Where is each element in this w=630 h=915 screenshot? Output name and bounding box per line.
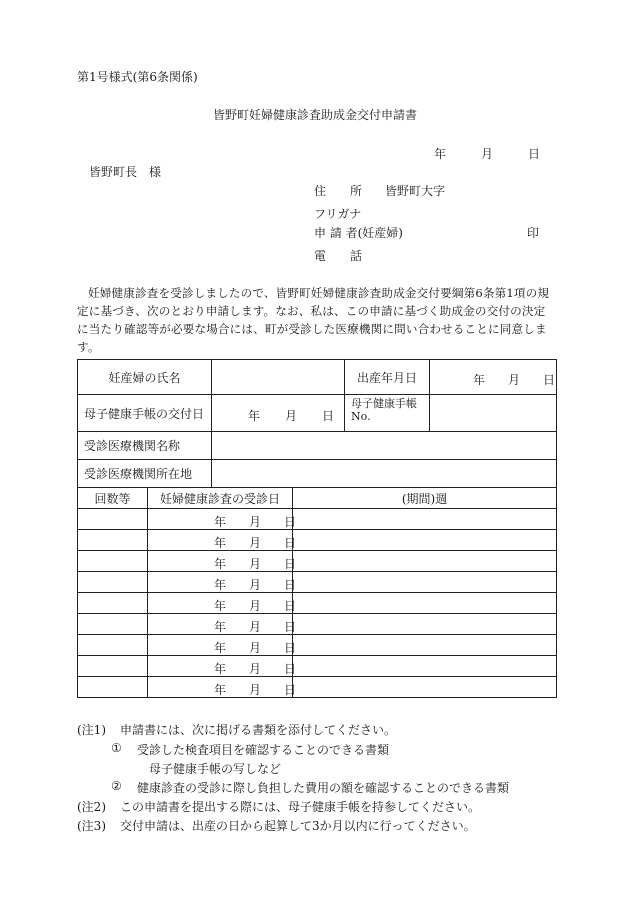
exam-year: 年 [214,662,227,676]
exam-year: 年 [214,515,227,529]
exam-date-cell[interactable] [148,572,297,593]
handbook-date-label: 母子健康手帳の交付日 [78,395,212,432]
exam-month: 月 [249,578,262,592]
applicant-name-label: 申 請 者(妊産婦) [314,226,403,240]
handbook-day: 日 [322,409,335,423]
address-label: 住 所 [314,184,363,198]
count-cell[interactable] [78,656,148,677]
count-cell[interactable] [78,551,148,572]
table-row [78,460,557,488]
exam-year: 年 [214,599,227,613]
handbook-year: 年 [248,409,261,423]
note1-item1-mark: ① [111,741,122,755]
hospital-name-field[interactable] [212,432,557,460]
count-cell[interactable] [78,614,148,635]
exam-year: 年 [214,620,227,634]
exam-date-cell[interactable] [148,614,297,635]
furigana-label: フリガナ [314,207,362,221]
exam-day: 日 [284,557,297,571]
date-day: 日 [528,147,541,161]
birth-day: 日 [543,373,556,387]
birth-year: 年 [473,373,486,387]
table-row [78,572,557,593]
date-month: 月 [481,147,494,161]
table-row [78,432,557,460]
exam-month: 月 [249,683,262,697]
exam-date-cell[interactable] [148,551,297,572]
note3-label: (注3) [77,819,106,833]
table-row [78,360,557,395]
seal-mark: 印 [527,226,540,240]
exam-month: 月 [249,557,262,571]
mother-name-label: 妊産婦の氏名 [78,360,212,395]
week-cell[interactable] [293,572,557,593]
birth-date-field[interactable] [430,360,557,395]
application-table [77,359,557,698]
exam-day: 日 [284,599,297,613]
exam-month: 月 [249,641,262,655]
note3-text: 交付申請は、出産の日から起算して3か月以内に行ってください。 [120,819,476,833]
exam-day: 日 [284,641,297,655]
count-cell[interactable] [78,509,148,530]
week-cell[interactable] [293,509,557,530]
date-year: 年 [434,147,447,161]
exam-date-cell[interactable] [148,635,297,656]
handbook-no-label: 母子健康手帳No. [345,395,430,432]
week-cell[interactable] [293,551,557,572]
birth-month: 月 [508,373,521,387]
mother-name-field[interactable] [212,360,345,395]
count-cell[interactable] [78,635,148,656]
col-count-header: 回数等 [78,488,148,509]
handbook-date-field[interactable] [212,395,345,432]
exam-day: 日 [284,515,297,529]
table-row [78,530,557,551]
exam-year: 年 [214,641,227,655]
exam-year: 年 [214,683,227,697]
exam-day: 日 [284,536,297,550]
exam-year: 年 [214,578,227,592]
table-row [78,656,557,677]
count-cell[interactable] [78,677,148,698]
birth-date-label: 出産年月日 [345,360,430,395]
exam-year: 年 [214,536,227,550]
exam-date-cell[interactable] [148,530,297,551]
count-cell[interactable] [78,593,148,614]
exam-month: 月 [249,620,262,634]
exam-day: 日 [284,662,297,676]
table-row [78,395,557,432]
exam-month: 月 [249,515,262,529]
week-cell[interactable] [293,656,557,677]
col-week-header: (期間)週 [293,488,557,509]
table-row [78,614,557,635]
exam-day: 日 [284,620,297,634]
table-row [78,509,557,530]
note1-label: (注1) [77,723,106,737]
exam-date-cell[interactable] [148,593,297,614]
phone-label: 電 話 [314,249,363,263]
col-date-header: 妊婦健康診査の受診日 [148,488,293,509]
handbook-no-field[interactable] [430,395,557,432]
table-header-row [78,488,557,509]
note2-label: (注2) [77,800,106,814]
form-number: 第1号様式(第6条関係) [77,70,198,84]
exam-year: 年 [214,557,227,571]
note1-item2-text: 健康診査の受診に際し負担した費用の額を確認することのできる書類 [137,781,510,795]
table-row [78,635,557,656]
handbook-month: 月 [285,409,298,423]
table-row [78,677,557,698]
count-cell[interactable] [78,530,148,551]
hospital-address-label: 受診医療機関所在地 [78,460,212,488]
note2-text: この申請書を提出する際には、母子健康手帳を持参してください。 [120,800,481,814]
addressee: 皆野町長 様 [89,165,162,179]
table-row [78,551,557,572]
exam-day: 日 [284,578,297,592]
exam-day: 日 [284,683,297,697]
exam-date-cell[interactable] [148,677,297,698]
count-cell[interactable] [78,572,148,593]
note1-item1-text: 受診した検査項目を確認することのできる書類 [137,743,390,757]
form-title: 皆野町妊婦健康診査助成金交付申請書 [212,108,417,122]
week-cell[interactable] [293,530,557,551]
note1-item1-sub: 母子健康手帳の写しなど [149,762,282,776]
hospital-address-field[interactable] [212,460,557,488]
note1-item2-mark: ② [111,779,122,793]
exam-month: 月 [249,599,262,613]
body-paragraph: 妊婦健康診査を受診しましたので、皆野町妊婦健康診査助成金交付要綱第6条第1項の規定に基づき、次のとおり申請します。なお、私は、この申請に基づく助成金の交付の決定に当たり確認等が必要な場合には、町が受診した医療機関に問い合わせることに同意します。 [77,286,550,354]
note1-text: 申請書には、次に掲げる書類を添付してください。 [120,723,397,737]
address-value: 皆野町大字 [385,184,446,198]
exam-date-cell[interactable] [148,509,297,530]
week-cell[interactable] [293,614,557,635]
week-cell[interactable] [293,593,557,614]
hospital-name-label: 受診医療機関名称 [78,432,212,460]
exam-date-cell[interactable] [148,656,297,677]
exam-month: 月 [249,662,262,676]
exam-month: 月 [249,536,262,550]
week-cell[interactable] [293,635,557,656]
week-cell[interactable] [293,677,557,698]
table-row [78,593,557,614]
